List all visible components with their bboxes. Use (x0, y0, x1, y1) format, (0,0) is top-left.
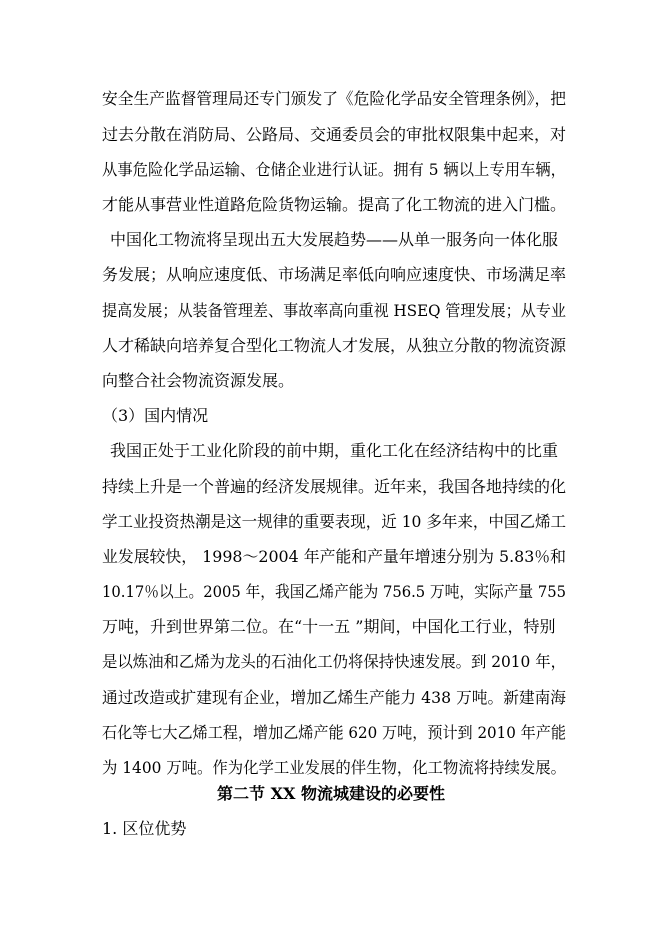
subsection-heading: 1. 区位优势 (102, 819, 187, 838)
text-line: 业发展较快， 1998～2004 年产能和产量年增速分别为 5.83％和 (102, 547, 567, 566)
text-line: 万吨，升到世界第二位。在“十一五 ”期间，中国化工行业，特别 (102, 617, 556, 636)
text-line: 持续上升是一个普遍的经济发展规律。近年来，我国各地持续的化 (102, 477, 567, 496)
text-line: 从事危险化学品运输、仓储企业进行认证。拥有 5 辆以上专用车辆， (102, 160, 567, 179)
text-line: 人才稀缺向培养复合型化工物流人才发展，从独立分散的物流资源 (102, 336, 567, 355)
text-line: 10.17％以上。2005 年，我国乙烯产能为 756.5 万吨，实际产量 755 (102, 582, 567, 601)
subheading-domestic: （3）国内情况 (102, 406, 209, 425)
text-line: 过去分散在消防局、公路局、交通委员会的审批权限集中起来，对 (102, 125, 567, 144)
text-line: 通过改造或扩建现有企业，增加乙烯生产能力 438 万吨。新建南海 (102, 688, 567, 707)
text-line: 务发展；从响应速度低、市场满足率低向响应速度快、市场满足率 (102, 265, 567, 284)
text-line: 才能从事营业性道路危险货物运输。提高了化工物流的进入门槛。 (102, 195, 567, 214)
text-line: 学工业投资热潮是这一规律的重要表现，近 10 多年来，中国乙烯工 (102, 512, 566, 531)
section-heading: 第二节 XX 物流城建设的必要性 (217, 784, 445, 803)
text-line: 是以炼油和乙烯为龙头的石油化工仍将保持快速发展。到 2010 年， (102, 652, 566, 671)
text-line: 我国正处于工业化阶段的前中期，重化工化在经济结构中的比重 (110, 441, 559, 460)
text-line: 向整合社会物流资源发展。 (102, 371, 295, 390)
text-line: 安全生产监督管理局还专门颁发了《危险化学品安全管理条例》，把 (102, 89, 566, 108)
text-line: 提高发展；从装备管理差、事故率高向重视 HSEQ 管理发展；从专业 (102, 301, 567, 320)
text-line: 中国化工物流将呈现出五大发展趋势——从单一服务向一体化服 (110, 230, 559, 249)
text-line: 为 1400 万吨。作为化学工业发展的伴生物，化工物流将持续发展。 (102, 758, 566, 777)
text-line: 石化等七大乙烯工程，增加乙烯产能 620 万吨，预计到 2010 年产能 (102, 723, 566, 742)
